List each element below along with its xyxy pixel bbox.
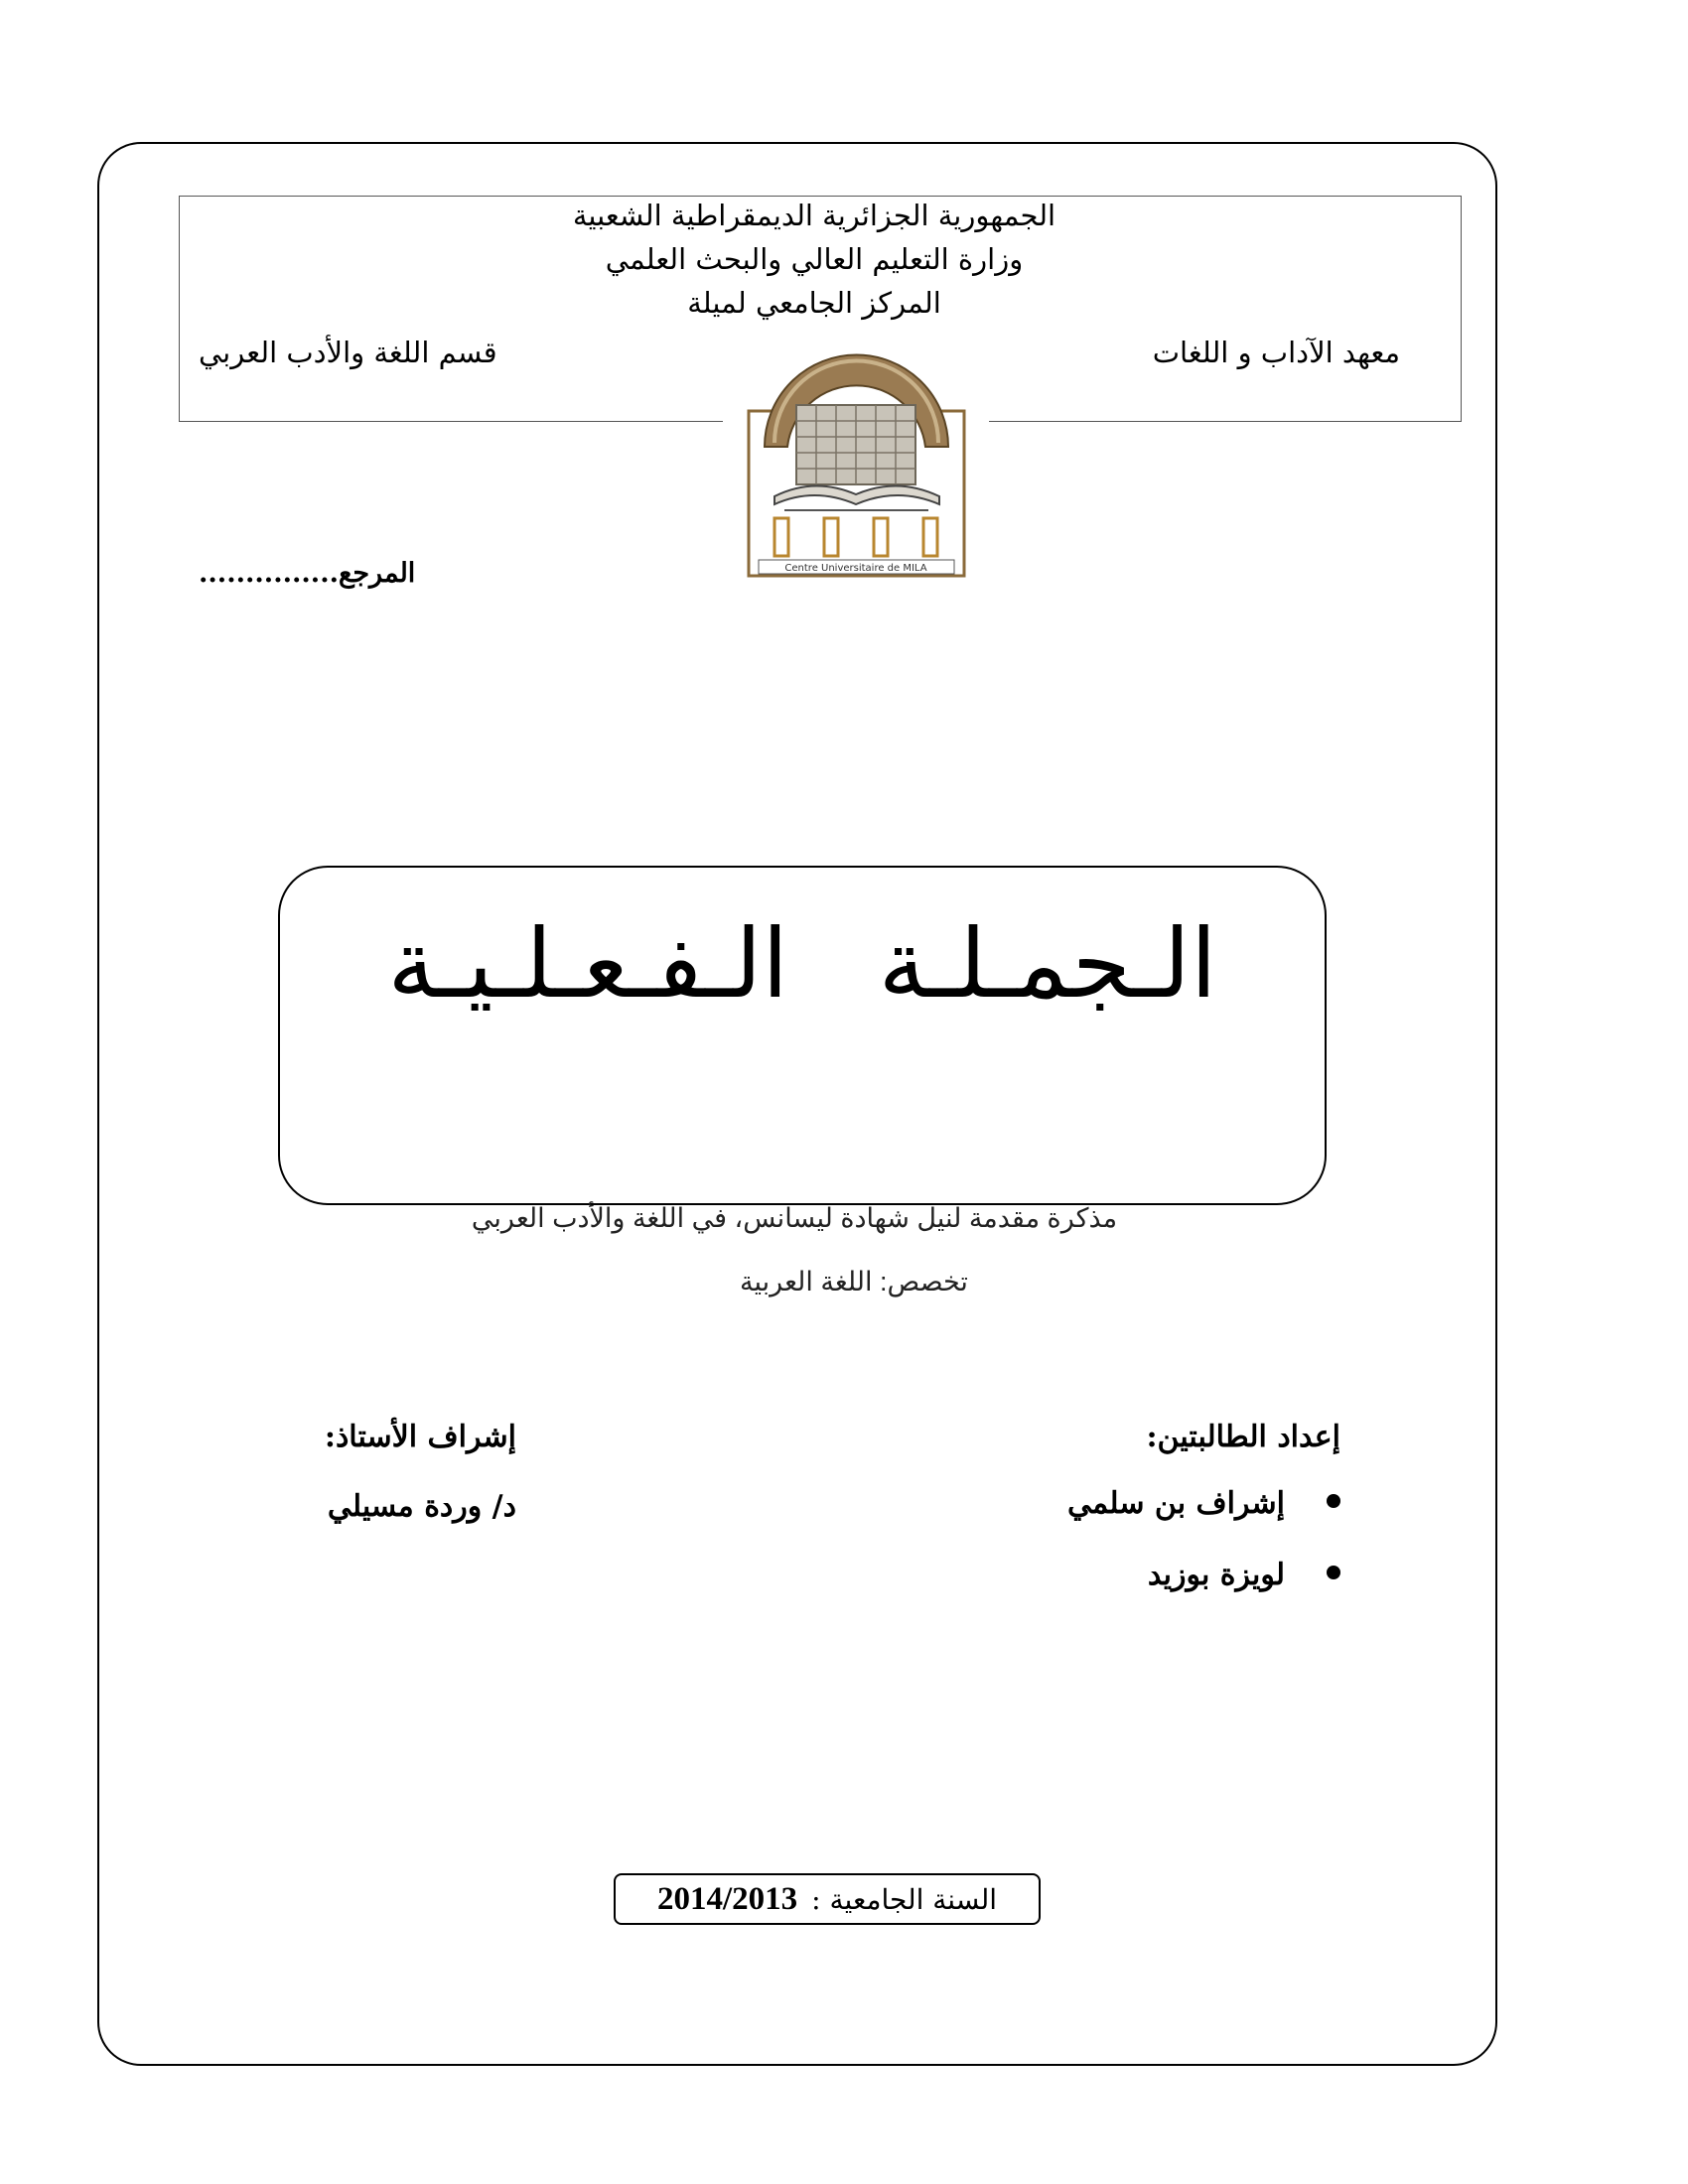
- institute-label: معهد الآداب و اللغات: [1152, 336, 1400, 369]
- specialty-line: تخصص: اللغة العربية: [740, 1267, 968, 1297]
- university-logo: [745, 338, 968, 581]
- bullet-icon: [1327, 1566, 1340, 1579]
- bullet-icon: [1327, 1494, 1340, 1508]
- thesis-description: مذكرة مقدمة لنيل شهادة ليسانس، في اللغة والأدب العربي: [471, 1203, 1118, 1233]
- supervisor-heading: إشراف الأستاذ:: [324, 1420, 516, 1454]
- reference-dots: ...............: [199, 558, 339, 589]
- university-heading: المركز الجامعي لميلة: [687, 286, 941, 320]
- students-list: [953, 1484, 1350, 1627]
- reference-label: المرجع: [339, 558, 416, 589]
- supervisor-name: د/ وردة مسيلي: [327, 1489, 516, 1524]
- students-heading: إعداد الطالبتين:: [1146, 1420, 1340, 1454]
- logo-caption: Centre Universitaire de MILA: [784, 563, 927, 574]
- academic-year-label: السنة الجامعية :: [811, 1882, 998, 1916]
- academic-year-box: [614, 1873, 1041, 1925]
- reference-field: [199, 558, 536, 589]
- thesis-title: الـجمـلـة الـفـعـلـيـة: [387, 908, 1217, 1020]
- department-label: قسم اللغة والأدب العربي: [199, 336, 497, 369]
- list-item: [953, 1556, 1350, 1627]
- student-name: لويزة بوزيد: [1147, 1558, 1285, 1592]
- list-item: [953, 1484, 1350, 1556]
- republic-heading: الجمهورية الجزائرية الديمقراطية الشعبية: [572, 199, 1056, 232]
- ministry-heading: وزارة التعليم العالي والبحث العلمي: [605, 242, 1024, 276]
- academic-year-value: 2014/2013: [656, 1880, 798, 1917]
- student-name: إشراف بن سلمي: [1067, 1486, 1285, 1521]
